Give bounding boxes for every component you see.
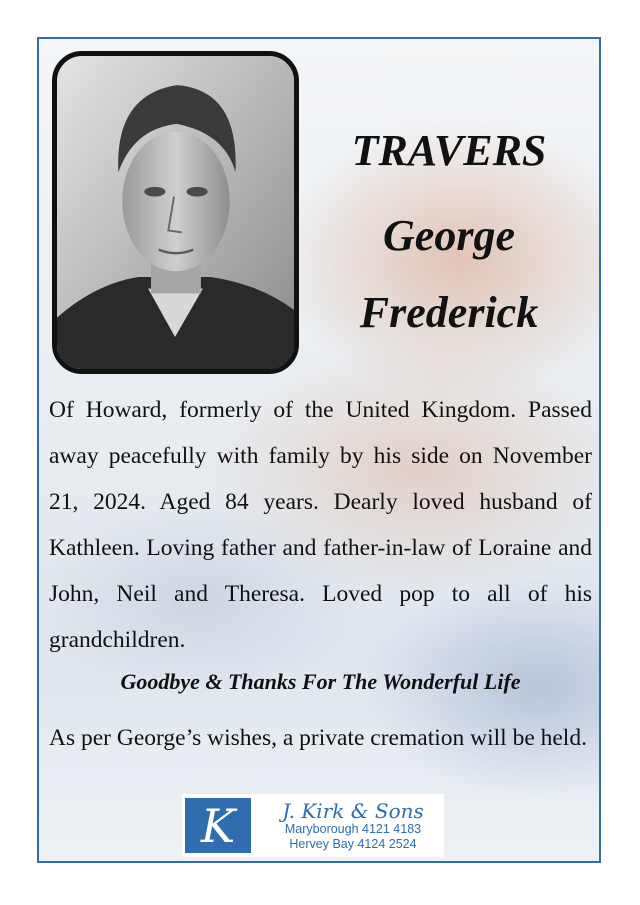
first-name: George	[383, 211, 515, 260]
funeral-director-logo	[182, 794, 444, 857]
cremation-note: As per George’s wishes, a private cremation will be held.	[49, 725, 587, 751]
sponsor-name: J. Kirk & Sons	[282, 798, 424, 823]
surname: TRAVERS	[351, 126, 547, 175]
sponsor-phone-hervey-bay: Hervey Bay 4124 2524	[289, 836, 417, 851]
logo-letter: K	[200, 798, 236, 853]
middle-name: Frederick	[359, 288, 539, 337]
portrait-illustration	[57, 56, 294, 369]
obituary-paragraph: Of Howard, formerly of the United Kingdom. Passed away peacefully with family by his side on November 21, 2024. Aged 84 years. Dearly loved husband of Kathleen. Loving father and father-in-law of Loraine and John, Neil and Theresa. Loved pop to all of his grandchildren.	[49, 397, 592, 653]
sponsor-phone-maryborough: Maryborough 4121 4183	[284, 821, 422, 836]
portrait-photo	[52, 51, 299, 374]
sponsor-details	[269, 800, 437, 852]
tagline: Goodbye & Thanks For The Wonderful Life	[120, 669, 521, 694]
notice-frame	[37, 37, 601, 863]
k-monogram-icon	[185, 798, 251, 853]
